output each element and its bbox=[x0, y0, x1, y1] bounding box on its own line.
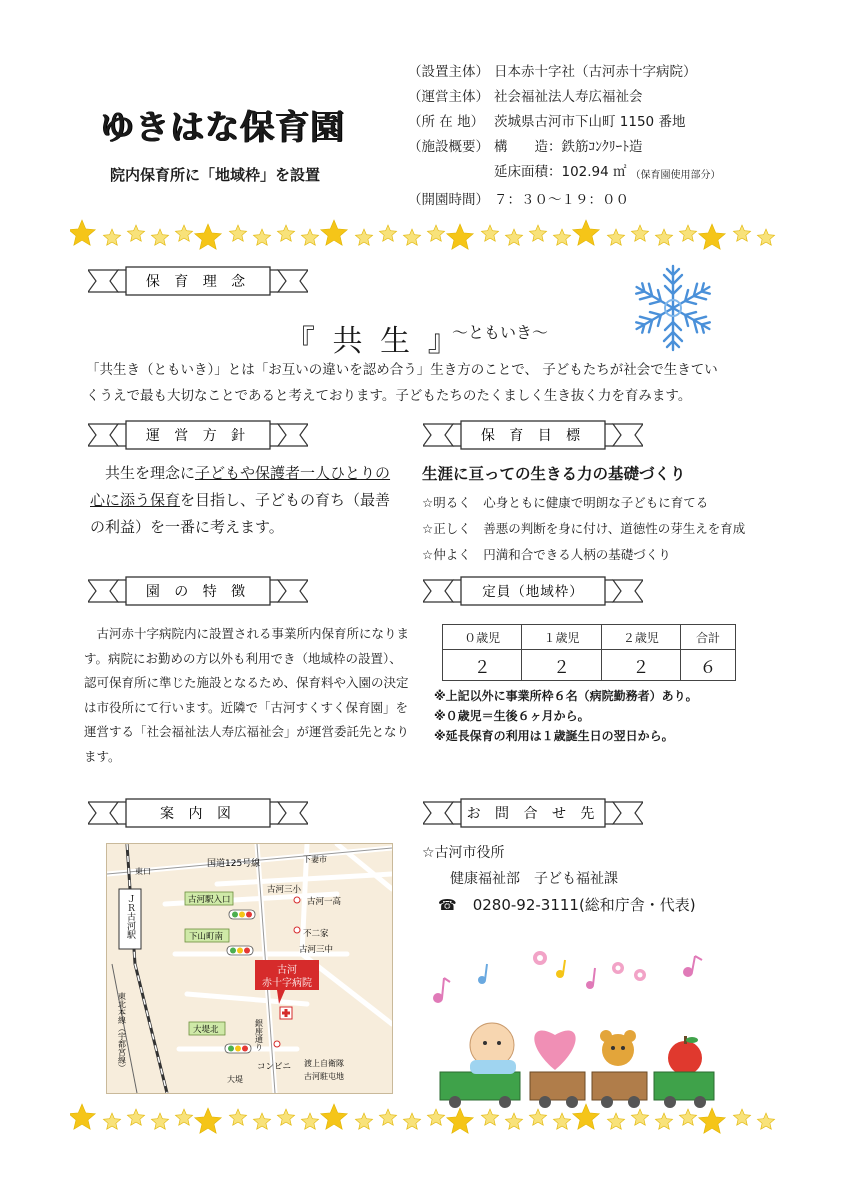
map-label-east-exit: 東口 bbox=[135, 867, 151, 876]
capacity-col-age0: ０歳児 bbox=[443, 625, 522, 650]
info-row-structure: （施設概要） 構 造：鉄筋ｺﾝｸﾘｰﾄ造 bbox=[408, 139, 643, 155]
star-icon bbox=[403, 1113, 420, 1129]
flower-icon bbox=[634, 969, 646, 981]
ribbon-map bbox=[88, 794, 308, 832]
motto-reading: ～ともいき～ bbox=[452, 323, 549, 342]
policy-text: 共生を理念に子どもや保護者一人ひとりの心に添う保育を目指し、子どもの育ち（最善の利益）を一番に考えます。 bbox=[90, 464, 391, 536]
star-icon bbox=[175, 225, 192, 241]
star-icon bbox=[195, 1108, 222, 1133]
star-icon bbox=[301, 229, 318, 245]
star-icon bbox=[253, 1113, 270, 1129]
music-note-icon bbox=[433, 978, 450, 1003]
capacity-value-age0: ２ bbox=[443, 650, 522, 681]
star-icon bbox=[277, 225, 294, 241]
store-marker-icon bbox=[274, 1041, 280, 1047]
shop-marker-icon bbox=[294, 927, 300, 933]
contact-phone-row bbox=[422, 892, 696, 918]
star-icon bbox=[573, 1104, 600, 1129]
heading-features: 園 の 特 徴 bbox=[145, 584, 251, 600]
star-icon bbox=[403, 229, 420, 245]
star-icon bbox=[127, 225, 144, 241]
capacity-note: ※延長保育の利用は１歳誕生日の翌日から。 bbox=[434, 729, 674, 743]
capacity-col-age2: ２歳児 bbox=[601, 625, 680, 650]
map-label-koga3sho: 古河三小 bbox=[267, 885, 302, 895]
capacity-value-age2: ２ bbox=[601, 650, 680, 681]
star-icon bbox=[229, 1109, 246, 1125]
star-icon bbox=[733, 1109, 750, 1125]
map-label-hospital-2: 赤十字病院 bbox=[262, 978, 312, 989]
music-note-icon bbox=[478, 964, 487, 984]
star-icon bbox=[631, 1109, 648, 1125]
star-icon bbox=[301, 1113, 318, 1129]
page-subtitle: 院内保育所に「地域枠」を設置 bbox=[110, 166, 321, 184]
star-icon bbox=[321, 220, 348, 245]
star-icon bbox=[175, 1109, 192, 1125]
school-marker-icon bbox=[294, 897, 300, 903]
ribbon-goals bbox=[423, 416, 643, 454]
capacity-col-age1: １歳児 bbox=[522, 625, 601, 650]
info-row-operator: （運営主体） 社会福祉法人寿広福祉会 bbox=[408, 89, 643, 105]
features-text: 古河赤十字病院内に設置される事業所内保育所になります。病院にお勤めの方以外も利用でき（地域枠の設置）、認可保育所に準じた施設となるため、保育料や入園の決定は市役所にて行います。近隣で「古河すくすく保育園」を運営する「社会福祉法人寿広福祉会」が運営委託先となります。 bbox=[84, 626, 410, 764]
flower-icon bbox=[533, 951, 547, 965]
heading-philosophy: 保 育 理 念 bbox=[145, 274, 251, 290]
map-label-taikyo: 大堤 bbox=[227, 1075, 243, 1084]
music-note-icon bbox=[556, 960, 565, 978]
contact-phone-note: (総和庁舎・代表) bbox=[578, 896, 696, 914]
contact-dept: 健康福祉部 子ども福祉課 bbox=[450, 871, 618, 887]
map-label-route125: 国道125号線 bbox=[207, 859, 261, 869]
heading-goals: 保 育 目 標 bbox=[480, 428, 586, 444]
star-icon bbox=[699, 1108, 726, 1133]
traffic-light-icon bbox=[225, 1044, 251, 1053]
star-icon bbox=[733, 225, 750, 241]
star-icon bbox=[195, 224, 222, 249]
map-label-hospital-1: 古河 bbox=[277, 965, 297, 976]
capacity-value-row bbox=[443, 650, 736, 681]
star-icon bbox=[679, 1109, 696, 1125]
capacity-col-total: 合計 bbox=[681, 625, 736, 650]
star-icon bbox=[529, 225, 546, 241]
heading-policy: 運 営 方 針 bbox=[145, 428, 251, 444]
info-row-floor-area: 延床面積：102.94 ㎡ （保育園使用部分） bbox=[494, 164, 721, 181]
heading-contact: お 問 合 せ 先 bbox=[466, 806, 600, 822]
ribbon-policy bbox=[88, 416, 308, 454]
capacity-note: ※０歳児＝生後６ヶ月から。 bbox=[434, 709, 590, 723]
capacity-value-total: ６ bbox=[681, 650, 736, 681]
map-label-watarase1: 渡上自衛隊 bbox=[304, 1059, 344, 1068]
star-icon bbox=[679, 225, 696, 241]
star-icon bbox=[70, 220, 95, 245]
goals-list bbox=[422, 490, 745, 568]
goal-item: ☆正しく 善悪の判断を身に付け、道徳性の芽生えを育成 bbox=[422, 521, 746, 536]
map-label-watarase2: 古河駐屯地 bbox=[304, 1072, 344, 1081]
map-label-koga-station-entrance: 古河駅入口 bbox=[188, 895, 231, 905]
star-icon bbox=[757, 229, 774, 245]
star-icon bbox=[573, 220, 600, 245]
flower-icon bbox=[612, 962, 624, 974]
star-icon bbox=[151, 1113, 168, 1129]
ribbon-philosophy bbox=[88, 262, 308, 300]
star-icon bbox=[553, 229, 570, 245]
star-icon bbox=[70, 1104, 95, 1129]
traffic-light-icon bbox=[229, 910, 255, 919]
motto: 『 共 生 』 bbox=[285, 324, 462, 359]
map-label-koga1ko: 古河一高 bbox=[307, 897, 342, 907]
star-icon bbox=[505, 1113, 522, 1129]
star-icon bbox=[631, 225, 648, 241]
star-icon bbox=[481, 1109, 498, 1125]
star-icon bbox=[127, 1109, 144, 1125]
map-label-tobu: 東北本線（宇都宮線） bbox=[117, 992, 127, 1072]
star-icon bbox=[151, 229, 168, 245]
goal-item: ☆明るく 心身ともに健康で明朗な子どもに育てる bbox=[422, 495, 709, 510]
star-icon bbox=[447, 224, 474, 249]
star-icon bbox=[481, 225, 498, 241]
traffic-light-icon bbox=[227, 946, 253, 955]
star-border-bottom bbox=[70, 1102, 780, 1138]
hospital-cross-icon bbox=[280, 1007, 292, 1019]
access-map bbox=[106, 843, 393, 1094]
star-icon bbox=[447, 1108, 474, 1133]
capacity-table bbox=[442, 624, 736, 681]
map-label-shimoyama-minami: 下山町南 bbox=[189, 932, 224, 942]
info-row-address: （所 在 地） 茨城県古河市下山町 1150 番地 bbox=[408, 114, 686, 130]
heading-map: 案 内 図 bbox=[160, 806, 236, 822]
map-label-station: ＪＲ古河駅 bbox=[125, 894, 135, 939]
info-row-founder: （設置主体） 日本赤十字社（古河赤十字病院） bbox=[408, 64, 697, 80]
train-illustration bbox=[430, 950, 730, 1110]
philosophy-text: 「共生き（ともいき）」とは「お互いの違いを認め合う」生き方のことで、 子どもたちが社会で生きてい くうえで最も大切なことであると考えております。子どもたちのたくましく生き抜く力を育みます。 bbox=[86, 362, 718, 404]
facility-info bbox=[408, 60, 721, 213]
star-icon bbox=[607, 1113, 624, 1129]
map-label-fujiya: 不二家 bbox=[303, 929, 329, 939]
ribbon-contact bbox=[423, 794, 643, 832]
star-icon bbox=[699, 224, 726, 249]
map-label-conveni: コンビニ bbox=[257, 1062, 292, 1072]
goals-headline: 生涯に亘っての生きる力の基礎づくり bbox=[422, 465, 686, 483]
capacity-value-age1: ２ bbox=[522, 650, 601, 681]
contact-phone: 0280-92-3111 bbox=[472, 896, 579, 914]
star-icon bbox=[253, 229, 270, 245]
map-label-shimoduma: 下妻市 bbox=[303, 855, 327, 864]
star-icon bbox=[103, 1113, 120, 1129]
map-label-ginza: 銀座通り bbox=[254, 1019, 264, 1051]
music-note-icon bbox=[586, 968, 595, 989]
star-icon bbox=[427, 1109, 444, 1125]
star-icon bbox=[655, 1113, 672, 1129]
star-icon bbox=[229, 225, 246, 241]
contact-org: ☆古河市役所 bbox=[422, 845, 505, 861]
star-icon bbox=[277, 1109, 294, 1125]
star-icon bbox=[757, 1113, 774, 1129]
star-icon bbox=[103, 229, 120, 245]
map-label-taikyo-kita: 大堤北 bbox=[193, 1025, 219, 1035]
capacity-note: ※上記以外に事業所枠６名（病院勤務者）あり。 bbox=[434, 689, 698, 703]
goal-item: ☆仲よく 円満和合できる人柄の基礎づくり bbox=[422, 547, 671, 562]
star-icon bbox=[529, 1109, 546, 1125]
heading-capacity: 定員（地域枠） bbox=[482, 584, 584, 600]
page-title: ゆきはな保育園 bbox=[100, 108, 345, 148]
music-note-icon bbox=[683, 956, 702, 977]
star-border-top bbox=[70, 218, 780, 254]
ribbon-features bbox=[88, 572, 308, 610]
capacity-notes bbox=[434, 686, 698, 746]
star-icon bbox=[355, 229, 372, 245]
contact-block bbox=[422, 840, 696, 918]
capacity-header-row bbox=[443, 625, 736, 650]
star-icon bbox=[355, 1113, 372, 1129]
star-icon bbox=[379, 1109, 396, 1125]
ribbon-capacity bbox=[423, 572, 643, 610]
star-icon bbox=[321, 1104, 348, 1129]
star-icon bbox=[379, 225, 396, 241]
star-icon bbox=[655, 229, 672, 245]
snowflake-icon bbox=[627, 262, 719, 354]
star-icon bbox=[553, 1113, 570, 1129]
star-icon bbox=[427, 225, 444, 241]
info-row-hours: （開園時間） ７：３０～１９：００ bbox=[408, 192, 629, 208]
star-icon bbox=[505, 229, 522, 245]
map-label-koga3chu: 古河三中 bbox=[299, 945, 334, 955]
phone-icon: ☎ bbox=[438, 896, 457, 914]
star-icon bbox=[607, 229, 624, 245]
